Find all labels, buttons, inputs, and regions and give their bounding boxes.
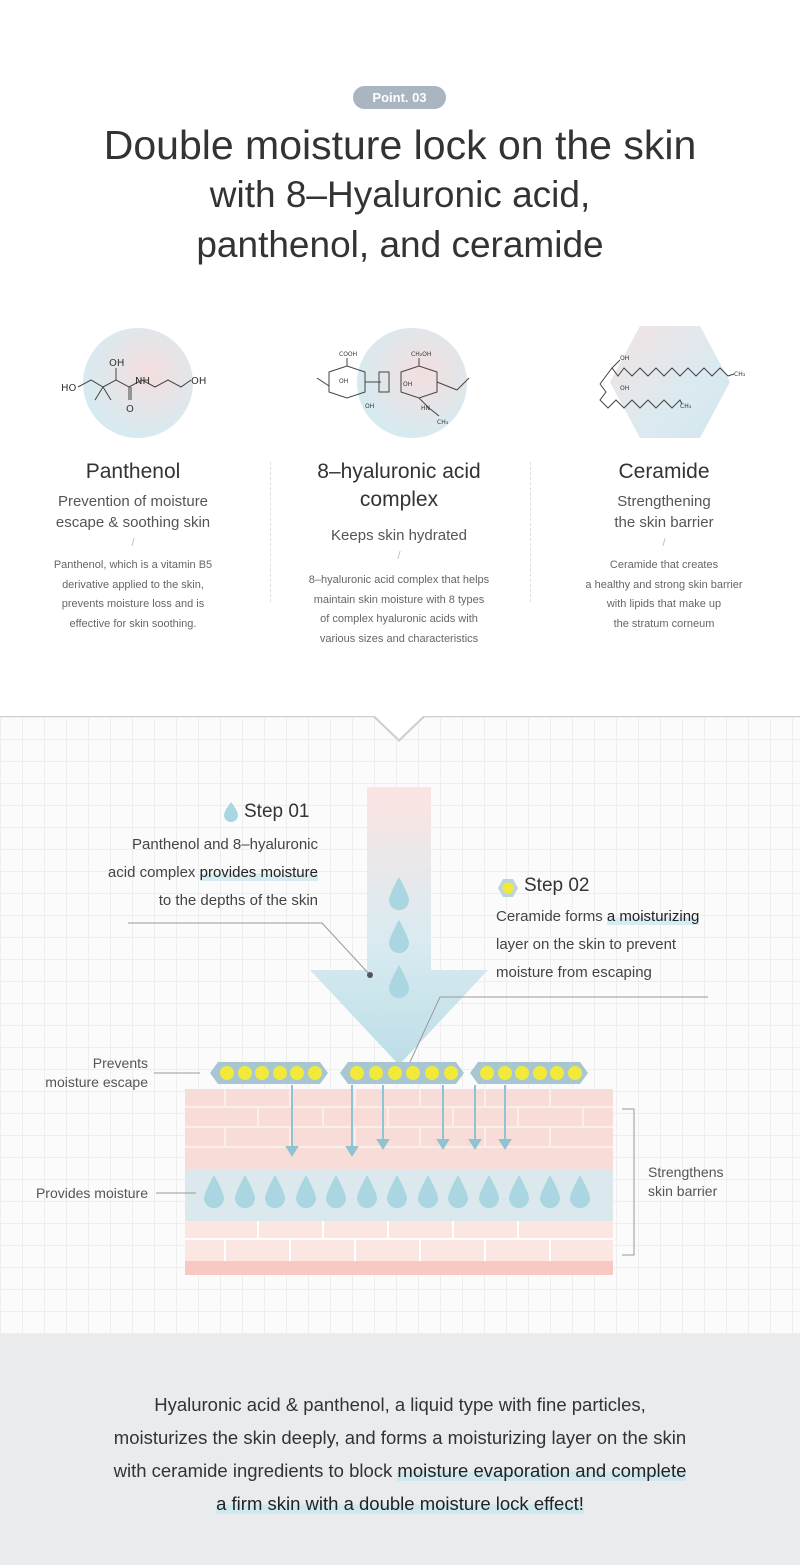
ceramide-molecule-icon [554,320,774,450]
mol-label: OH [403,381,413,388]
mol-label: CH₃ [680,403,692,410]
ceramide-dot [498,1066,512,1080]
ceramide-hex-icon [497,878,519,898]
water-drop-icon [235,1175,255,1209]
ceramide-dot [350,1066,364,1080]
water-drop-icon [222,801,240,823]
skin-upper-layer [185,1089,613,1169]
panthenol-molecule-icon [23,320,243,450]
slash-divider: / [131,537,135,549]
column-divider [270,462,271,602]
step-02-text: Ceramide forms a moisturizing layer on the skin to prevent moisture from escaping [496,908,700,981]
ceramide-dot [515,1066,529,1080]
ceramide-layer-pill [340,1062,464,1084]
water-drop-icon [418,1175,438,1209]
mol-label: OH [109,358,125,369]
headline-line-2: with 8–Hyaluronic acid, [209,174,591,215]
mol-label: HO [61,383,77,394]
column-divider [530,462,531,602]
slash-divider: / [662,537,666,549]
mol-label: O [126,404,134,415]
water-drop-icon [509,1175,529,1209]
ceramide-dot [425,1066,439,1080]
ingredient-desc: 8–hyaluronic acid complex that helps maintain skin moisture with 8 types of complex hyaluronic acids with various sizes and characteristics [308,574,490,645]
mol-label: OH [339,378,349,385]
barrier-bracket [622,1109,634,1255]
mol-label: NH [135,376,150,387]
ingredient-subtitle: Prevention of moisture [57,493,209,510]
mol-label: COOH [339,351,358,358]
ceramide-dot [273,1066,287,1080]
ceramide-dot [533,1066,547,1080]
label-strengthens-skin-barrier: Strengthens skin barrier [648,1164,724,1199]
mol-label: OH [620,355,630,362]
mol-label: HN [421,405,430,412]
water-drop-icon [357,1175,377,1209]
water-drop-icon [204,1175,224,1209]
hyaluronic-molecule-icon [289,320,509,450]
summary-section [0,1334,800,1565]
step-02-title: Step 02 [524,875,590,896]
water-drop-icon [265,1175,285,1209]
slash-divider: / [397,550,401,562]
ingredient-desc: Ceramide that creates a healthy and strong skin barrier with lipids that make up the stratum corneum [585,559,743,630]
headline-line-3: panthenol, and ceramide [196,224,604,265]
water-drop-icon [448,1175,468,1209]
water-drop-icon [296,1175,316,1209]
ingredient-subtitle: Keeps skin hydrated [331,527,467,544]
moisture-lock-diagram [0,716,800,1334]
ceramide-dot [255,1066,269,1080]
mol-label: CH₂OH [411,351,432,358]
ceramide-dot [308,1066,322,1080]
water-drop-icon [479,1175,499,1209]
mol-label: OH [365,403,375,410]
ingredient-name: complex [359,488,439,511]
water-drop-icon [570,1175,590,1209]
mol-label: OH [191,376,207,387]
ceramide-dot [568,1066,582,1080]
ingredient-subtitle: the skin barrier [614,514,714,531]
water-drop-icon [389,965,409,999]
label-prevents-moisture-escape: Prevents moisture escape [45,1055,148,1090]
ceramide-layer-pill [470,1062,588,1084]
intro-section [0,0,800,716]
water-drop-icon [540,1175,560,1209]
water-drop-icon [326,1175,346,1209]
point-badge: Point. 03 [353,86,446,109]
headline-line-1: Double moisture lock on the skin [103,122,697,168]
ingredient-name: Ceramide [618,460,710,483]
skin-lower-layer [185,1221,613,1275]
summary-text: Hyaluronic acid & panthenol, a liquid type with fine particles, moisturizes the skin deeply, and forms a moisturizing layer on the skin with ceramide ingredients to block moisture evaporation and complete a firm skin with a double moisture lock effect! [113,1394,687,1514]
ceramide-dot [238,1066,252,1080]
ceramide-dot [290,1066,304,1080]
ingredient-subtitle: escape & soothing skin [55,514,211,531]
water-drop-icon [389,920,409,954]
ingredient-desc: Panthenol, which is a vitamin B5 derivative applied to the skin, prevents moisture loss and is effective for skin soothing. [53,559,213,630]
ceramide-dot [480,1066,494,1080]
mol-label: CH₃ [734,371,746,378]
mol-label: OH [620,385,630,392]
ceramide-dot [444,1066,458,1080]
ingredient-subtitle: Strengthening [617,493,711,510]
mol-label: CH₃ [437,419,449,426]
ingredient-name: Panthenol [85,460,181,483]
ingredient-name: 8–hyaluronic acid [317,460,481,483]
ceramide-dot [388,1066,402,1080]
ceramide-dot [406,1066,420,1080]
ceramide-dot [369,1066,383,1080]
label-provides-moisture: Provides moisture [35,1185,148,1201]
diagram-graphic [0,717,800,1335]
ceramide-layer-pill [210,1062,328,1084]
water-drop-icon [387,1175,407,1209]
step-01-text: Panthenol and 8–hyaluronic acid complex provides moisture to the depths of the skin [107,836,318,909]
ceramide-dot [550,1066,564,1080]
step-01-title: Step 01 [244,801,310,822]
ceramide-dot [220,1066,234,1080]
water-drop-icon [389,877,409,911]
